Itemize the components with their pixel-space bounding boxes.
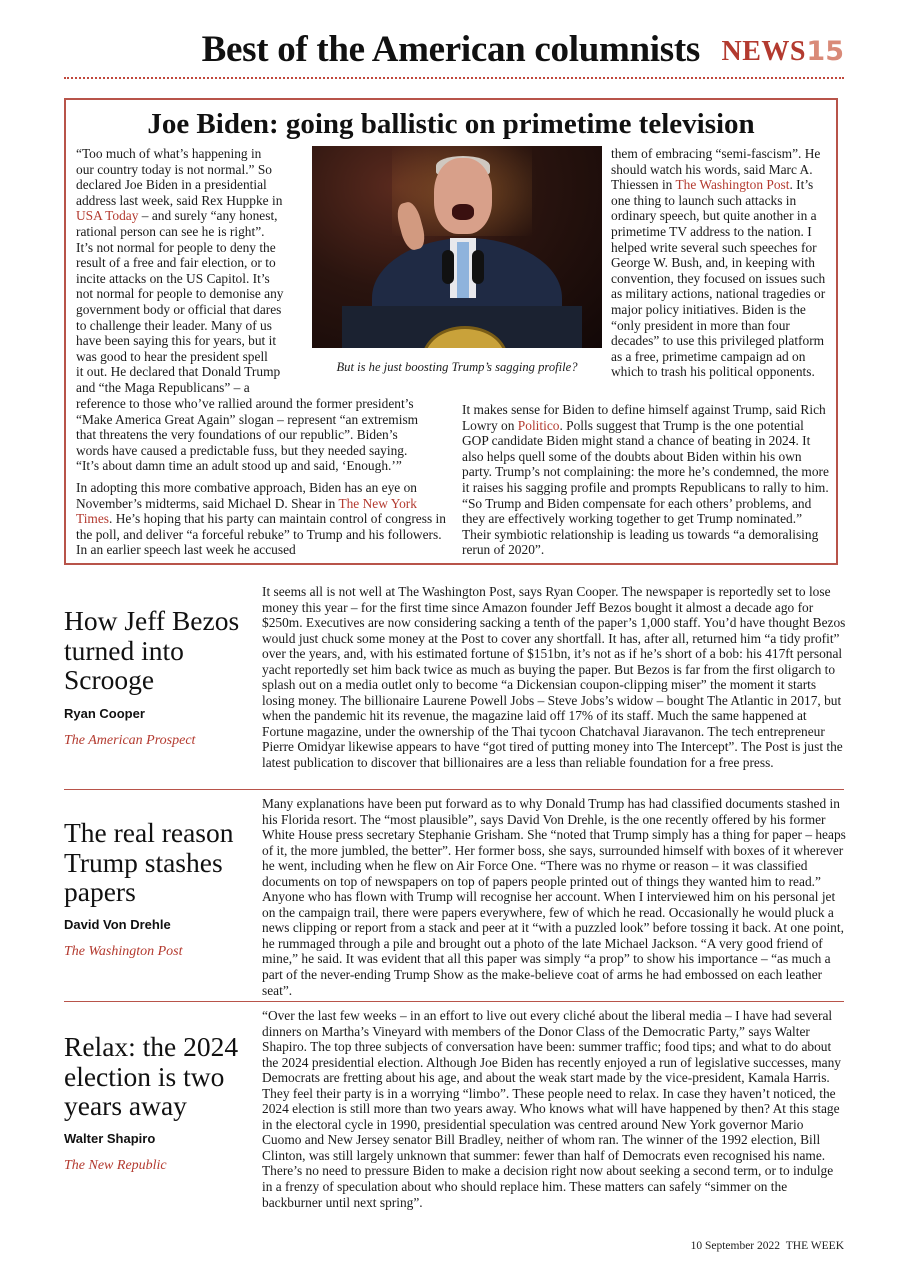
feature-column-1 xyxy=(76,146,308,396)
text-line: rational person can see he is right”. xyxy=(76,223,265,239)
feature-headline: Joe Biden: going ballistic on primetime television xyxy=(147,108,755,140)
article-publication: The Washington Post xyxy=(64,944,183,959)
text-line: have been saying this for years, but it xyxy=(76,333,277,349)
source-link-nyt[interactable]: The New York Times xyxy=(76,495,417,527)
text-line: “Make America Great Again” slogan – represent “an extremism xyxy=(76,411,419,427)
text-line: our country today is not normal.” So xyxy=(76,161,272,177)
source-link-politico[interactable]: Politico xyxy=(517,417,560,433)
article-body: Many explanations have been put forward as to why Donald Trump has had classified documents stashed in his Florida resort. The “most plausible”, says David Von Drehle, is the one recently offered by his former White House press secretary Stephanie Grisham. She “noted that Trump simply has a thing for paper – heaps of it, the more jumbled, the better”. Her former boss, she says, surrounded himself with boxes of it wherever he went, including when he flew on Air Force One. “There was no rhyme or reason – it was classified documents on top of newspapers on top of papers people printed out of things they wanted him to read.” Anyone who has flown with Trump will recognise her account. When I interviewed him on his personal jet on the campaign trail, there were papers everywhere, few of which he read. Occasionally he would pluck a news clipping or report from a stack and peer at it “with a puzzled look” before tossing it back. At one point, he rummaged through a pile and brought out a photo of the late Michael Jackson. “A very good friend of mine,” he said. It was evident that all this paper was simply “a prop” to show his importance – “as much a part of the never-ending Trump Show as the make-believe coat of arms he had embossed on each leather seat”. xyxy=(262,796,846,998)
article-author: Ryan Cooper xyxy=(64,706,145,721)
text-line xyxy=(76,208,308,224)
text-line: “Too much of what’s happening in xyxy=(76,146,262,161)
text-run: . He’s hoping that his party can maintain control of congress in the poll, and deliver “a forceful rebuke” to Trump and his followers. In an earlier speech last week he accused xyxy=(76,511,446,558)
photo-caption: But is he just boosting Trump’s sagging profile? xyxy=(336,360,578,374)
feature-wide-paragraph xyxy=(76,396,466,474)
text-line: It’s not normal for people to deny the xyxy=(76,239,276,255)
article-body: It seems all is not well at The Washington Post, says Ryan Cooper. The newspaper is reportedly set to lose money this year – for the first time since Amazon founder Jeff Bezos bought it almost a decade ago for $250m. Executives are now considering sacking a tenth of the paper’s 1,000 staff. You’d have thought Bezos would just chuck some money at the Post to cover any shortfall. It has, after all, returned him “a tidy profit” over the years, and, with his estimated fortune of $151bn, it’s not as if he’s short of a bob: his 417ft personal yacht reportedly set him back twice as much as buying the paper. But Bezos is far from the first oligarch to splash out on a media outlet only to become “a Dickensian coupon-clipping miser” the moment it starts losing money. The billionaire Laurene Powell Jobs – Steve Jobs’s widow – bought The Atlantic in 2017, but when the pandemic hit its revenue, the magazine laid off 17% of its staff. Much the same happened at Fortune magazine, under the ownership of the Thai tycoon Chatchaval Jiaravanon. The tech entrepreneur Pierre Omidyar likewise appears to have “got tired of putting money into The Intercept”. The Post is just the latest publication to discover that billionaires are a less than reliable foundation for a free press. xyxy=(262,584,846,771)
article-publication: The New Republic xyxy=(64,1158,167,1173)
text-line: to challenge their leader. Many of us xyxy=(76,317,272,333)
text-line: words have caused a predictable fuss, but they needed saying. xyxy=(76,442,408,458)
source-link-washington-post[interactable]: The Washington Post xyxy=(675,177,790,193)
article-headline: Relax: the 2024 election is two years away xyxy=(64,1031,239,1121)
text-line: was good to hear the president spell xyxy=(76,348,268,364)
text-run: . Polls suggest that Trump is the one potential GOP candidate Biden might stand a chance of beating in 2024. It also helps quell some of the doubts about Biden within his own party. Trump’s not complaining: the more he’s condemned, the more it raises his sagging profile and prompts Republicans to rally to him. “So Trump and Biden compensate for each others’ problems, and they are effectively working together to get Trump nominated.” Their symbiotic relationship is leading us towards “a demoralising rerun of 2020”. xyxy=(462,417,829,558)
feature-box xyxy=(64,98,838,565)
text-run: It makes sense for Biden to define himself against Trump, said Rich Lowry on xyxy=(462,402,826,433)
text-line: address last week, said Rex Huppke in xyxy=(76,192,283,208)
article-bezos xyxy=(64,582,844,782)
text-line: reference to those who’ve rallied around the former president’s xyxy=(76,396,414,411)
article-2024-election xyxy=(64,1008,844,1218)
text-run: . It’s one thing to launch such attacks in ordinary speech, but quite another in a primetime TV address to the nation. I helped write several such speeches for George W. Bush, and, in keeping with convention, they focused on issues such as military actions, national tragedies or major policy initiatives. Biden is the “only president in more than four decades” to use this privileged platform as a free, primetime campaign ad on which to trash his political opponents. xyxy=(611,177,826,380)
source-link-usa-today[interactable]: USA Today xyxy=(76,208,139,224)
text-line: not normal for people to demonise any xyxy=(76,286,284,302)
magazine-name: THE WEEK xyxy=(785,1240,844,1252)
article-author: David Von Drehle xyxy=(64,917,171,932)
text-line: that threatens the very foundations of our republic”. Biden’s xyxy=(76,427,398,443)
text-line: incite attacks on the US Capitol. It’s xyxy=(76,270,270,286)
page-number: 15 xyxy=(806,36,844,67)
page-footer xyxy=(691,1240,844,1252)
feature-paragraph-2 xyxy=(76,480,454,558)
section-divider xyxy=(64,789,844,790)
text-line: “It’s about damn time an adult stood up and said, ‘Enough.’” xyxy=(76,458,402,474)
page-header xyxy=(64,28,844,78)
article-trump-papers xyxy=(64,796,844,996)
section-label: NEWS xyxy=(721,36,806,67)
text-line: and “the Maga Republicans” – a xyxy=(76,379,250,395)
article-body: “Over the last few weeks – in an effort to live out every cliché about the liberal media – I have had several dinners on Martha’s Vineyard with members of the Donor Class of the Democratic Party,” says Walter Shapiro. The top three subjects of conversation have been: summer traffic; food tips; and what to do about the 2024 presidential election. Although Joe Biden has recently enjoyed a run of legislative successes, many Democrats are fretting about his age, and about the weak start made by the vice-president, Kamala Harris. They feel their party is in a worrying “limbo”. These people need to relax. In case they haven’t noticed, the 2024 election is still more than two years away. Who knows what will have happened by then? At this stage in the electoral cycle in 1990, presidential speculation was centred around New York governor Mario Cuomo and New Jersey senator Bill Bradley, neither of whom ran. The winner of the 1992 election, Bill Clinton, was still largely unknown that summer: fewer than half of Democrats even recognised his name. There’s no need to pressure Biden to make a decision right now about seeking a second term, or to indulge in a frenzy of speculation about who should replace him. These matters can safely “simmer on the backburner until next spring”. xyxy=(262,1008,841,1210)
article-publication: The American Prospect xyxy=(64,733,196,748)
feature-column-3 xyxy=(611,146,831,380)
article-author: Walter Shapiro xyxy=(64,1131,156,1146)
text-line: declared Joe Biden in a presidential xyxy=(76,177,267,193)
article-headline: How Jeff Bezos turned into Scrooge xyxy=(64,605,240,695)
page-title: Best of the American columnists xyxy=(201,29,700,70)
text-run: them of embracing “semi-fascism”. He should watch his words, said Marc A. Thiessen in xyxy=(611,146,821,193)
feature-column-4 xyxy=(462,402,832,558)
text-line: government body or official that dares xyxy=(76,301,282,317)
text-line: it out. He declared that Donald Trump xyxy=(76,364,281,380)
issue-date: 10 September 2022 xyxy=(690,1240,781,1252)
header-dotted-rule xyxy=(64,77,844,79)
text-line: result of a free and fair election, or to xyxy=(76,255,276,271)
text-run: – and surely “any honest, xyxy=(138,208,278,224)
section-divider xyxy=(64,1001,844,1002)
biden-photo xyxy=(312,146,602,348)
text-run: In adopting this more combative approach, Biden has an eye on November’s midterms, said Michael D. Shear in xyxy=(76,480,417,511)
article-headline: The real reason Trump stashes papers xyxy=(64,817,234,907)
